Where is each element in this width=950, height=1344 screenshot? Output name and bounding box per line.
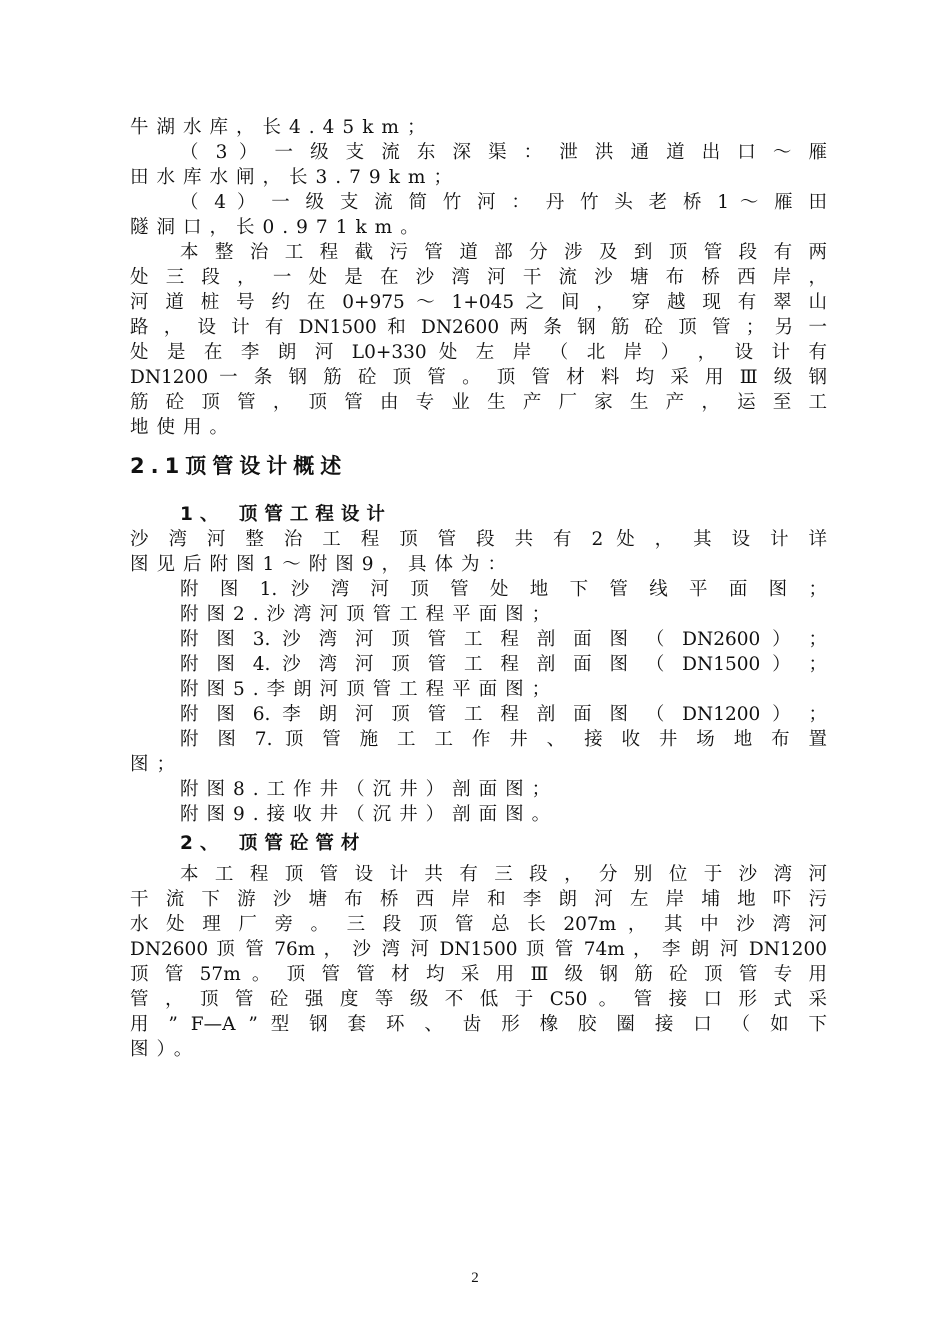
- section-heading: 2.1顶管设计概述: [130, 454, 348, 478]
- text-line: 处 是 在 李 朗 河 L0+330 处 左 岸 （ 北 岸 ） ， 设 计 有: [130, 342, 827, 363]
- text-line: 筋 砼 顶 管 ， 顶 管 由 专 业 生 产 厂 家 生 产 ， 运 至 工: [130, 392, 827, 413]
- text-line: 附图5.李朗河顶管工程平面图；: [180, 679, 559, 700]
- text-line: 干 流 下 游 沙 塘 布 桥 西 岸 和 李 朗 河 左 岸 埔 地 吓 污: [130, 889, 827, 910]
- page-number: 2: [471, 1270, 479, 1286]
- text-line: 附图9.接收井（沉井）剖面图。: [180, 804, 559, 825]
- text-line: 地使用。: [130, 417, 237, 438]
- text-line: 水 处 理 厂 旁 。 三 段 顶 管 总 长 207m ， 其 中 沙 湾 河: [130, 914, 827, 935]
- text-line: 管 ， 顶 管 砼 强 度 等 级 不 低 于 C50 。 管 接 口 形 式 采: [130, 989, 827, 1010]
- text-line: 附 图 4. 沙 湾 河 顶 管 工 程 剖 面 图 （ DN1500 ） ；: [180, 654, 827, 675]
- text-line: 图；: [130, 754, 184, 775]
- text-line: 本 整 治 工 程 截 污 管 道 部 分 涉 及 到 顶 管 段 有 两: [180, 242, 827, 263]
- text-line: 处 三 段 ， 一 处 是 在 沙 湾 河 干 流 沙 塘 布 桥 西 岸 ，: [130, 267, 827, 288]
- text-line: 河 道 桩 号 约 在 0+975 ～ 1+045 之 间 ， 穿 越 现 有 翠 山: [130, 292, 827, 313]
- text-line: 隧洞口，长0.971km。: [130, 217, 427, 238]
- subsection-heading-2: 2、 顶管砼管材: [180, 833, 367, 854]
- text-line: 本 工 程 顶 管 设 计 共 有 三 段 ， 分 别 位 于 沙 湾 河: [180, 864, 827, 885]
- text-line: 顶 管 57m 。 顶 管 管 材 均 采 用 Ⅲ 级 钢 筋 砼 顶 管 专 用: [130, 964, 827, 985]
- text-line: 用 ” F—A ” 型 钢 套 环 、 齿 形 橡 胶 圈 接 口 （ 如 下: [130, 1014, 827, 1035]
- text-line: 牛湖水库，长4.45km；: [130, 117, 434, 138]
- text-line: 附 图 1. 沙 湾 河 顶 管 处 地 下 管 线 平 面 图 ；: [180, 579, 827, 600]
- text-line: （ 4 ） 一 级 支 流 简 竹 河 ： 丹 竹 头 老 桥 1 ～ 雁 田: [180, 192, 827, 213]
- text-line: DN1200 一 条 钢 筋 砼 顶 管 。 顶 管 材 料 均 采 用 Ⅲ 级 钢: [130, 367, 827, 388]
- text-line: 沙 湾 河 整 治 工 程 顶 管 段 共 有 2 处 ， 其 设 计 详: [130, 529, 827, 550]
- text-line: 附 图 6. 李 朗 河 顶 管 工 程 剖 面 图 （ DN1200 ） ；: [180, 704, 827, 725]
- text-line: 附 图 7. 顶 管 施 工 工 作 井 、 接 收 井 场 地 布 置: [180, 729, 827, 750]
- text-line: 图）。: [130, 1039, 201, 1060]
- text-line: 附 图 3. 沙 湾 河 顶 管 工 程 剖 面 图 （ DN2600 ） ；: [180, 629, 827, 650]
- subsection-heading-1: 1、 顶管工程设计: [180, 504, 392, 525]
- text-line: 路 ， 设 计 有 DN1500 和 DN2600 两 条 钢 筋 砼 顶 管 ； 另 一: [130, 317, 827, 338]
- text-line: 附图2.沙湾河顶管工程平面图；: [180, 604, 559, 625]
- text-line: DN2600 顶 管 76m ， 沙 湾 河 DN1500 顶 管 74m ， 李 朗 河 DN1200: [130, 939, 827, 960]
- text-line: 图见后附图1～附图9，具体为：: [130, 554, 515, 575]
- text-line: （ 3 ） 一 级 支 流 东 深 渠 ： 泄 洪 通 道 出 口 ～ 雁: [180, 142, 827, 163]
- text-line: 附图8.工作井（沉井）剖面图；: [180, 779, 559, 800]
- text-line: 田水库水闸，长3.79km；: [130, 167, 460, 188]
